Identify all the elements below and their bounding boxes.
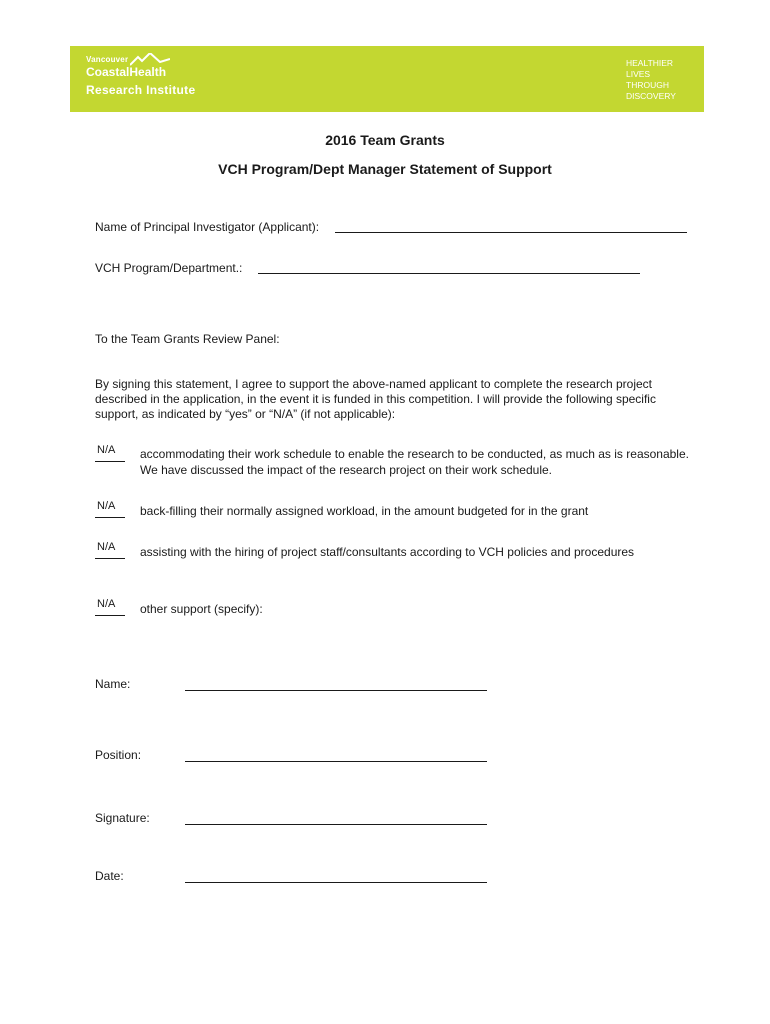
support-value-line [95, 461, 125, 462]
statement-paragraph: By signing this statement, I agree to support the above-named applicant to complete the research project described in the application, in the event it is funded in this competition. I will provide the following specific support, as indicated by “yes” or “N/A” (if not applicable): [95, 377, 656, 421]
pi-name-label: Name of Principal Investigator (Applicant): [95, 220, 320, 234]
department-label: VCH Program/Department.: [95, 261, 243, 275]
date-line[interactable] [185, 882, 487, 883]
tagline-line: DISCOVERY [626, 91, 676, 101]
pi-name-line[interactable] [335, 232, 687, 233]
name-label: Name: [95, 677, 131, 691]
support-value[interactable]: N/A [97, 598, 116, 610]
support-item-text: assisting with the hiring of project staff/consultants according to VCH policies and procedures [140, 545, 635, 559]
logo-line-coastalhealth: CoastalHealth [86, 65, 167, 79]
support-value[interactable]: N/A [97, 541, 116, 553]
salutation: To the Team Grants Review Panel: [95, 332, 280, 346]
logo-line-research-institute: Research Institute [86, 83, 196, 97]
tagline [626, 58, 676, 102]
support-value-line [95, 558, 125, 559]
support-value-line [95, 517, 125, 518]
header-banner [70, 46, 704, 112]
position-line[interactable] [185, 761, 487, 762]
name-line[interactable] [185, 690, 487, 691]
support-value[interactable]: N/A [97, 444, 116, 456]
date-label: Date: [95, 869, 124, 883]
signature-label: Signature: [95, 811, 150, 825]
document-subtitle: VCH Program/Dept Manager Statement of Support [218, 161, 552, 177]
tagline-line: THROUGH [626, 80, 669, 90]
document-title: 2016 Team Grants [325, 132, 445, 148]
signature-line[interactable] [185, 824, 487, 825]
support-value-line [95, 615, 125, 616]
tagline-line: HEALTHIER [626, 58, 674, 68]
support-item-text: accommodating their work schedule to enable the research to be conducted, as much as is reasonable. We have discussed the impact of the research project on their work schedule. [140, 447, 689, 477]
logo-line-vancouver: Vancouver [86, 55, 129, 64]
support-value[interactable]: N/A [97, 500, 116, 512]
position-label: Position: [95, 748, 142, 762]
tagline-line: LIVES [626, 69, 651, 79]
support-item-text: other support (specify): [140, 602, 263, 616]
support-item-text: back-filling their normally assigned workload, in the amount budgeted for in the grant [140, 504, 589, 518]
department-line[interactable] [258, 273, 640, 274]
